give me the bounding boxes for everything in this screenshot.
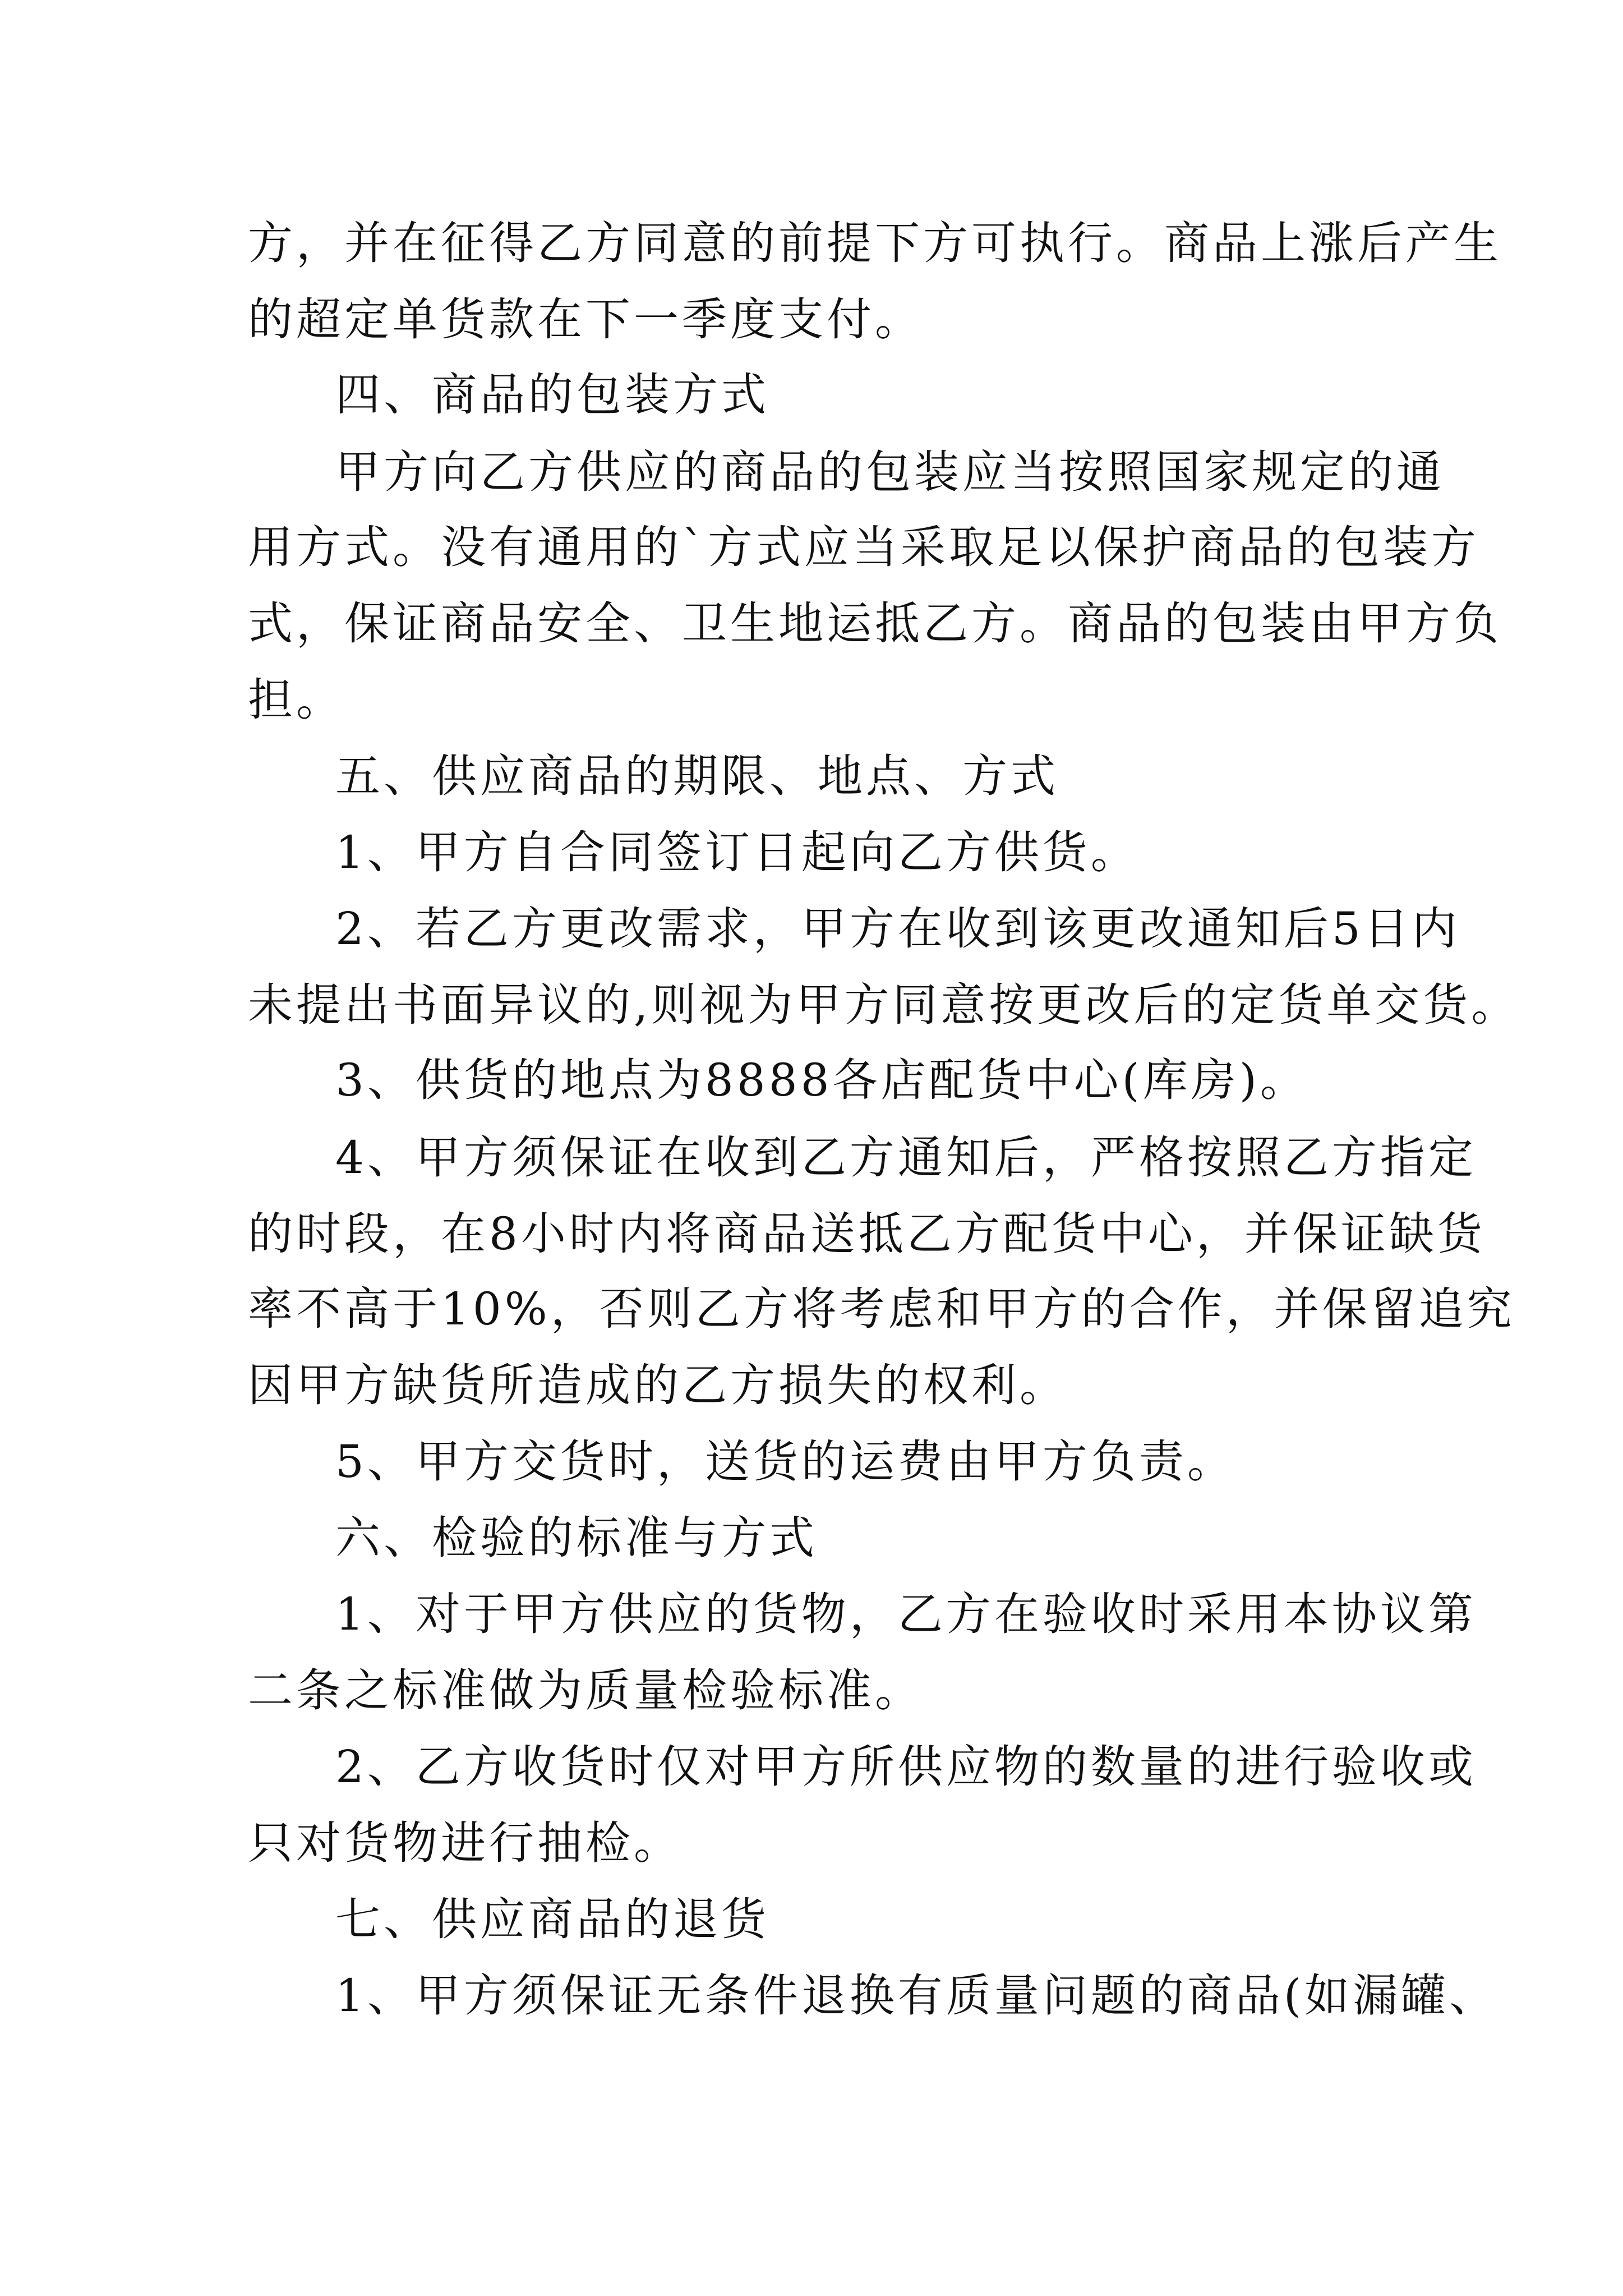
text-line: 4、甲方须保证在收到乙方通知后，严格按照乙方指定 bbox=[335, 1131, 1477, 1184]
section-heading: 五、供应商品的期限、地点、方式 bbox=[335, 750, 1059, 802]
text-line: 3、供货的地点为8888各店配货中心(库房)。 bbox=[335, 1054, 1308, 1106]
text-line: 方，并在征得乙方同意的前提下方可执行。商品上涨后产生 bbox=[248, 217, 1502, 269]
text-line: 二条之标准做为质量检验标准。 bbox=[248, 1664, 923, 1717]
text-line: 2、乙方收货时仅对甲方所供应物的数量的进行验收或 bbox=[335, 1741, 1477, 1793]
text-line: 用方式。没有通用的`方式应当采取足以保护商品的包装方 bbox=[248, 521, 1479, 573]
text-line: 的时段，在8小时内将商品送抵乙方配货中心，并保证缺货 bbox=[248, 1208, 1486, 1260]
text-line: 只对货物进行抽检。 bbox=[248, 1817, 682, 1869]
text-line: 因甲方缺货所造成的乙方损失的权利。 bbox=[248, 1359, 1068, 1411]
text-line: 未提出书面异议的,则视为甲方同意按更改后的定货单交货。 bbox=[248, 979, 1520, 1031]
text-line: 担。 bbox=[248, 674, 344, 726]
section-heading: 六、检验的标准与方式 bbox=[335, 1512, 818, 1564]
text-line: 1、甲方须保证无条件退换有质量问题的商品(如漏罐、 bbox=[335, 1970, 1498, 2022]
text-line: 5、甲方交货时，送货的运费由甲方负责。 bbox=[335, 1435, 1235, 1488]
section-heading: 四、商品的包装方式 bbox=[335, 369, 769, 421]
section-heading: 七、供应商品的退货 bbox=[335, 1893, 769, 1945]
text-line: 的超定单货款在下一季度支付。 bbox=[248, 293, 923, 346]
text-line: 1、对于甲方供应的货物，乙方在验收时采用本协议第 bbox=[335, 1588, 1477, 1640]
text-line: 甲方向乙方供应的商品的包装应当按照国家规定的通 bbox=[335, 446, 1445, 498]
text-line: 2、若乙方更改需求，甲方在收到该更改通知后5日内 bbox=[335, 903, 1460, 955]
text-line: 1、甲方自合同签订日起向乙方供货。 bbox=[335, 826, 1139, 878]
text-line: 式，保证商品安全、卫生地运抵乙方。商品的包装由甲方负 bbox=[248, 597, 1502, 650]
text-line: 率不高于10%，否则乙方将考虑和甲方的合作，并保留追究 bbox=[248, 1283, 1515, 1335]
